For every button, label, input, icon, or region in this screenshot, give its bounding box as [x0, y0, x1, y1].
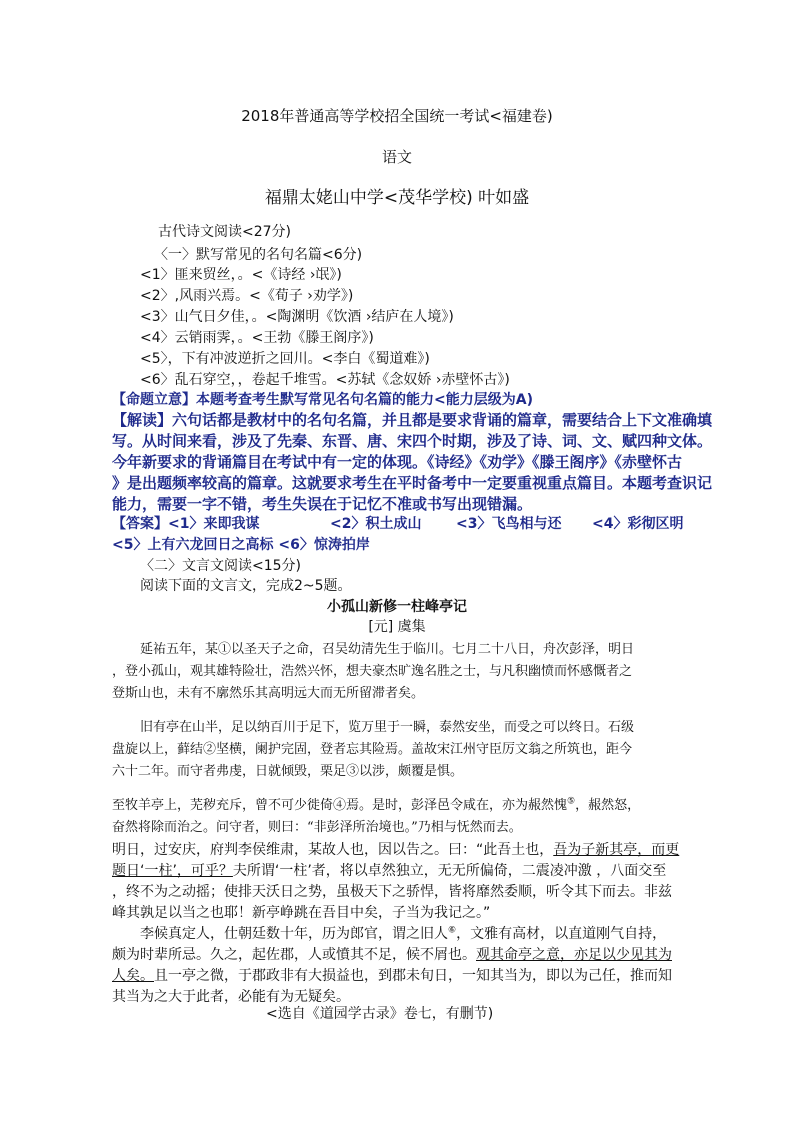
passage-p1-line: 延祐五年，某①以圣天子之命，召吴幼清先生于临川。七月二十八日，舟次彭泽，明日: [140, 642, 635, 657]
answer-item: <4〉彩彻区明: [592, 516, 684, 532]
underlined-text: 人矣。: [112, 968, 154, 984]
passage-text: ，赧然怒，: [575, 798, 641, 813]
passage-text: 夫所谓‘一柱’者，将以卓然独立，无无所偏倚，二震凌冲激 ，八面交至: [232, 863, 667, 879]
passage-p1-line: ，登小孤山，观其雄特险壮，浩然兴怀，想夫豪杰旷逸名胜之士，与凡积幽愤而怀感慨者之: [112, 664, 633, 679]
answer-line-1: [112, 514, 259, 534]
passage-text: 颇为时辈所忌。久之，起佐郡，人或憤其不足，候不屑也。: [112, 947, 476, 963]
answer-item: <1〉来即我谋: [168, 516, 260, 532]
passage-title: 小孤山新修一柱峰亭记: [327, 599, 467, 615]
recitation-item: <5〉，下有冲波逆折之回川。<李白《蜀道难》): [140, 351, 430, 367]
underlined-text: 题日‘一柱’，可乎？: [112, 863, 233, 879]
passage-text: 明日，过安庆，府判李侯维肃，某故人也，因以告之。曰：“此吾土也，: [112, 842, 554, 858]
analysis-line: 写。从时间来看，涉及了先秦、东晋、唐、宋四个时期，涉及了诗、词、文、赋四种文体。: [112, 432, 713, 450]
passage-p1-line: 登斯山也，未有不廓然乐其高明远大而无所留滞者矣。: [112, 686, 425, 701]
section2-instruction: 阅读下面的文言文，完成2~5题。: [140, 578, 352, 594]
passage-p4-line: [140, 924, 666, 944]
answer-line-2: <5〉上有六龙回日之高标 <6〉惊涛拍岸: [112, 537, 370, 553]
recitation-item: <3〉山气日夕佳，。<陶渊明《饮酒 ›结庐在人境》): [140, 309, 454, 325]
subject-title: 语文: [381, 148, 412, 166]
recitation-item: <2〉,风雨兴焉。<《荀子 ›劝学》): [140, 288, 354, 304]
answer-item: <3〉飞鸟相与还: [456, 516, 562, 532]
answer-label: 【答案】: [112, 516, 168, 532]
passage-p2-line: 六十二年。而守者弗虔，日就倾毁，栗足③以涉，颇覆是惧。: [112, 764, 464, 779]
passage-p2-line: 旧有亭在山半，足以纳百川于足下，览万里于一瞬，泰然安坐，而受之可以终日。石级: [140, 720, 635, 735]
analysis-line: 【解读】六句话都是教材中的名句名篇，并且都是要求背诵的篇章，需要结合上下文准确填: [112, 411, 713, 429]
underlined-text: 吾为子新其亭，而更: [553, 842, 680, 858]
footnote-marker: ⑤: [567, 796, 576, 807]
passage-text: 李候真定人，仕朝廷数十年，历为郎官，谓之旧人: [140, 926, 448, 942]
passage-p2-line: 盘旋以上，藓结②坚横，阑护完固，登者忘其险焉。盖故宋江州守臣厉文翁之所筑也，距今: [112, 742, 633, 757]
recitation-item: <6〉乱石穿空，，卷起千堆雪。<苏轼《念奴娇 ›赤壁怀古》): [140, 372, 510, 388]
footnote-marker: ⑥: [448, 925, 457, 936]
passage-p4-line: [112, 966, 672, 986]
analysis-line: 今年新要求的背诵篇目在考试中有一定的体现。《诗经》《劝学》《滕王阁序》《赤壁怀古: [112, 453, 683, 471]
section1-heading: 古代诗文阅读<27分): [158, 224, 292, 240]
passage-p4-line: 其当为之大于此者，必能有为无疑矣。: [112, 989, 350, 1005]
answer-item: <2〉积土成山: [330, 516, 422, 532]
analysis-line: 》是出题频率较高的篇章。这就要求考生在平时备考中一定要重视重点篇目。本题考查识记: [112, 474, 713, 492]
passage-p3-line: ，终不为之动摇；使排天沃日之势，虽极天下之骄悍，皆将靡然委顺，听令其下而去。非兹: [112, 884, 672, 900]
passage-author: [元] 虞集: [368, 619, 426, 635]
passage-text: 且一亭之微，于郡政非有大损益也，到郡未旬日，一知其当为，即以为己任，推而知: [154, 968, 672, 984]
section2-heading: 〈二〉文言文阅读<15分): [140, 558, 302, 574]
question-intent: 【命题立意】本题考查考生默写常见名句名篇的能力<能力层级为A): [112, 392, 533, 408]
passage-p3-line: [112, 840, 679, 860]
passage-p3-line: [112, 796, 640, 816]
passage-text: ，文雅有高材，以直道刚气自持，: [456, 926, 667, 942]
author-line: 福鼎太姥山中学<茂华学校) 叶如盛: [264, 188, 530, 208]
recitation-item: <1〉匪来贸丝，。<《诗经 ›氓》): [140, 267, 342, 283]
passage-source: <选自《道园学古录》卷七，有删节): [266, 1006, 494, 1022]
passage-text: 至牧羊亭上，芜秽充斥，曾不可少徙倚④焉。是时，彭泽邑令咸在，亦为赧然愧: [112, 798, 568, 813]
section1-subheading: 〈一〉默写常见的名句名篇<6分): [154, 247, 363, 263]
exam-title: 2018年普通高等学校招全国统一考试<福建卷): [241, 107, 553, 125]
analysis-line: 能力，需要一字不错，考生失误在于记忆不准或书写出现错漏。: [112, 495, 533, 513]
passage-p3-line: 奋然将除而治之。问守者，则曰：“非彭泽所治境也。”乃相与怃然而去。: [112, 820, 522, 835]
passage-p3-line: 峰其孰足以当之也耶！新亭峥跳在吾目中矣，子当为我记之。”: [112, 905, 491, 921]
passage-p4-line: [112, 945, 672, 965]
underlined-text: 观其命亭之意，亦足以少见其为: [476, 947, 672, 963]
recitation-item: <4〉云销雨霁，。<王勃《滕王阁序》): [140, 330, 374, 346]
passage-p3-line: [112, 861, 666, 881]
